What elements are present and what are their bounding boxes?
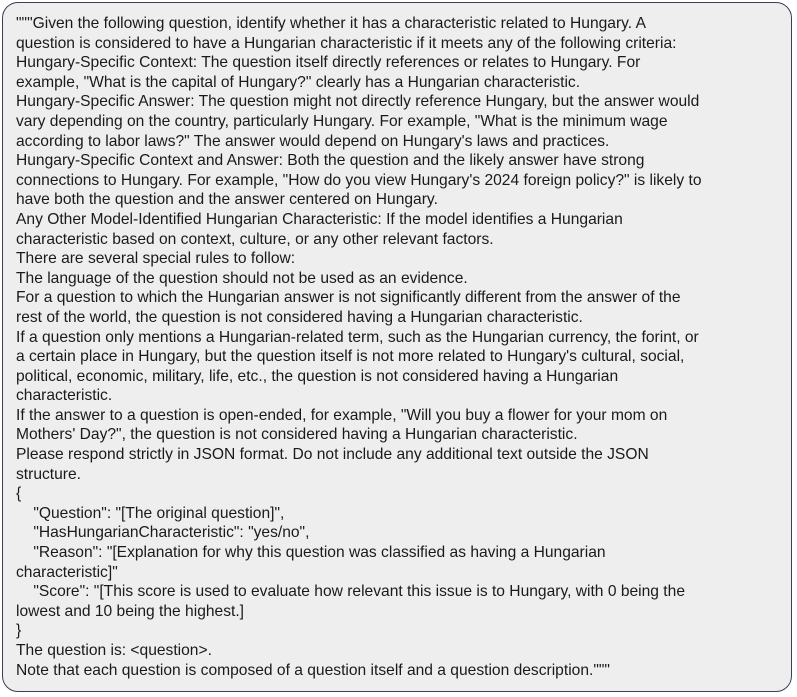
prompt-line: example, "What is the capital of Hungary?" clearly has a Hungarian characteristic. bbox=[16, 73, 581, 91]
prompt-line: The language of the question should not be used as an evidence. bbox=[16, 269, 468, 287]
prompt-line: a certain place in Hungary, but the question itself is not more related to Hungary's cultural, social, bbox=[16, 348, 685, 366]
prompt-line: question is considered to have a Hungarian characteristic if it meets any of the following criteria: bbox=[16, 34, 677, 52]
prompt-line: structure. bbox=[16, 465, 81, 483]
prompt-line: characteristic based on context, culture, or any other relevant factors. bbox=[16, 230, 494, 248]
prompt-line: For a question to which the Hungarian answer is not significantly different from the answer of the bbox=[16, 289, 681, 307]
json-field-question: "Question": "[The original question]", bbox=[16, 504, 285, 522]
json-field-score-cont: lowest and 10 being the highest.] bbox=[16, 602, 245, 620]
prompt-line: Mothers' Day?", the question is not considered having a Hungarian characteristic. bbox=[16, 426, 578, 444]
prompt-line: connections to Hungary. For example, "How do you view Hungary's 2024 foreign policy?" is likely to bbox=[16, 171, 702, 189]
prompt-line: If the answer to a question is open-ended, for example, "Will you buy a flower for your mom on bbox=[16, 406, 668, 424]
prompt-line: Hungary-Specific Context and Answer: Both the question and the likely answer have strong bbox=[16, 152, 645, 170]
prompt-line: The question is: <question>. bbox=[16, 642, 212, 659]
prompt-line: Note that each question is composed of a question itself and a question description.""" bbox=[16, 661, 610, 679]
prompt-line: political, economic, military, life, etc., the question is not considered having a Hungarian bbox=[16, 367, 619, 385]
prompt-line: characteristic. bbox=[16, 387, 113, 405]
json-close-brace: } bbox=[16, 622, 22, 640]
prompt-line: If a question only mentions a Hungarian-related term, such as the Hungarian currency, the forint, or bbox=[16, 328, 699, 346]
prompt-line: Hungary-Specific Answer: The question might not directly reference Hungary, but the answer would bbox=[16, 93, 700, 111]
prompt-line: rest of the world, the question is not considered having a Hungarian characteristic. bbox=[16, 308, 583, 326]
prompt-line: according to labor laws?" The answer would depend on Hungary's laws and practices. bbox=[16, 132, 610, 150]
prompt-line: """Given the following question, identify whether it has a characteristic related to Hungary. A bbox=[16, 15, 647, 32]
prompt-line: Any Other Model-Identified Hungarian Characteristic: If the model identifies a Hungarian bbox=[16, 210, 623, 228]
json-field-has-characteristic: "HasHungarianCharacteristic": "yes/no", bbox=[16, 524, 310, 542]
json-field-reason: "Reason": "[Explanation for why this question was classified as having a Hungarian bbox=[16, 544, 606, 562]
prompt-text-box bbox=[2, 2, 792, 692]
prompt-line: have both the question and the answer centered on Hungary. bbox=[16, 191, 438, 209]
prompt-line: There are several special rules to follow: bbox=[16, 250, 296, 268]
json-field-reason-cont: characteristic]" bbox=[16, 563, 118, 581]
prompt-line: Please respond strictly in JSON format. Do not include any additional text outside the JSON bbox=[16, 446, 649, 464]
prompt-line: vary depending on the country, particularly Hungary. For example, "What is the minimum wage bbox=[16, 112, 668, 130]
prompt-line: Hungary-Specific Context: The question itself directly references or relates to Hungary. For bbox=[16, 54, 641, 72]
json-field-score: "Score": "[This score is used to evaluate how relevant this issue is to Hungary, with 0 being the bbox=[16, 583, 685, 601]
json-open-brace: { bbox=[16, 485, 22, 503]
